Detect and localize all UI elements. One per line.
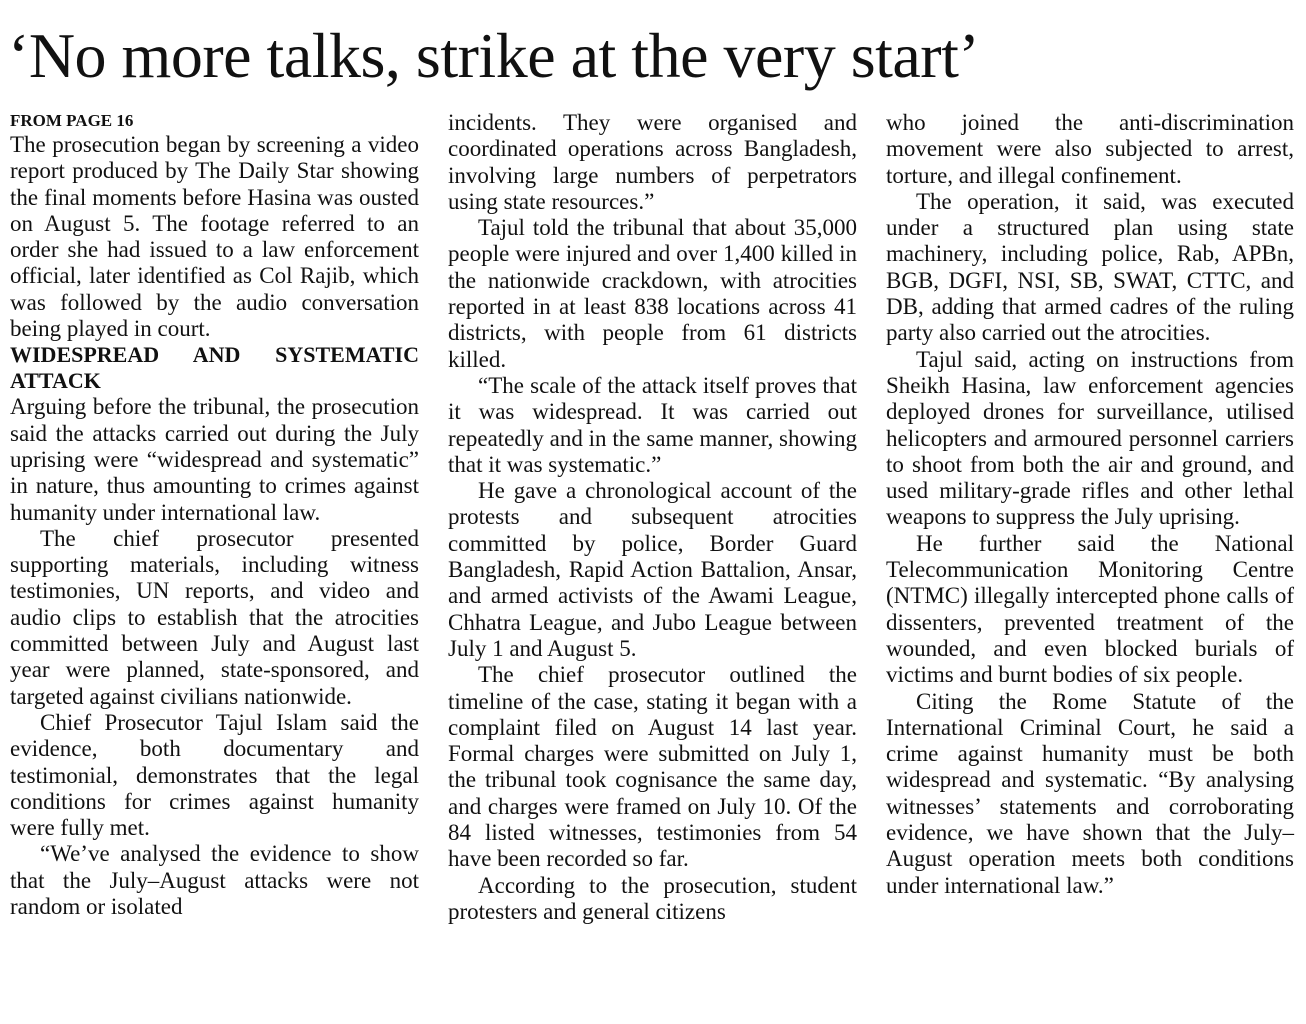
article-column-3 bbox=[886, 110, 1294, 899]
article-column-1 bbox=[10, 110, 419, 920]
article-paragraph: According to the prosecution, student protesters and general citizens bbox=[448, 872, 857, 924]
page-reference: FROM PAGE 16 bbox=[10, 111, 134, 130]
article-paragraph: “We’ve analysed the evidence to show that the July–August attacks were not random or isolated bbox=[10, 841, 419, 920]
article-paragraph: The chief prosecutor presented supporting materials, including witness testimonies, UN reports, and video and audio clips to establish that the atrocities committed between July and August last year were planned, state-sponsored, and targeted against civilians nationwide. bbox=[10, 525, 419, 709]
article-paragraph: Tajul told the tribunal that about 35,000 people were injured and over 1,400 killed in the nationwide crackdown, with atrocities reported in at least 838 locations across 41 districts, with people from 61 districts killed. bbox=[448, 215, 857, 372]
article-paragraph: Arguing before the tribunal, the prosecution said the attacks carried out during the July uprising were “widespread and systematic” in nature, thus amounting to crimes against humanity under international law. bbox=[10, 394, 419, 525]
section-subhead: WIDESPREAD AND SYSTEMATIC ATTACK bbox=[10, 342, 419, 394]
article-paragraph: He further said the National Telecommunication Monitoring Centre (NTMC) illegally intercepted phone calls of dissenters, prevented treatment of the wounded, and even blocked burials of victims and burnt bodies of six people. bbox=[886, 530, 1294, 688]
article-paragraph: The operation, it said, was executed under a structured plan using state machinery, including police, Rab, APBn, BGB, DGFI, NSI, SB, SWAT, CTTC, and DB, adding that armed cadres of the ruling party also carried out the atrocities. bbox=[886, 188, 1294, 346]
article-paragraph: He gave a chronological account of the protests and subsequent atrocities committed by police, Border Guard Bangladesh, Rapid Action Battalion, Ansar, and armed activists of the Awami League, Chhatra League, and Jubo League between July 1 and August 5. bbox=[448, 478, 857, 661]
headline: ‘No more talks, strike at the very start’ bbox=[8, 20, 980, 91]
article-paragraph: incidents. They were organised and coordinated operations across Bangladesh, involving large numbers of perpetrators using state resources.” bbox=[448, 110, 857, 214]
article-paragraph: Chief Prosecutor Tajul Islam said the evidence, both documentary and testimonial, demonstrates that the legal conditions for crimes against humanity were fully met. bbox=[10, 709, 419, 841]
article-paragraph: The chief prosecutor outlined the timeline of the case, stating it began with a complaint filed on August 14 last year. Formal charges were submitted on July 1, the tribunal took cognisance the same day, and charges were framed on July 10. Of the 84 listed witnesses, testimonies from 54 have been recorded so far. bbox=[448, 662, 857, 872]
article-column-2 bbox=[448, 110, 857, 925]
article-paragraph: “The scale of the attack itself proves that it was widespread. It was carried out repeatedly and in the same manner, showing that it was systematic.” bbox=[448, 372, 857, 477]
article-paragraph: who joined the anti-discrimination movement were also subjected to arrest, torture, and illegal confinement. bbox=[886, 110, 1294, 188]
article-paragraph: Tajul said, acting on instructions from Sheikh Hasina, law enforcement agencies deployed drones for surveillance, utilised helicopters and armoured personnel carriers to shoot from both the air and ground, and used military-grade rifles and other lethal weapons to suppress the July uprising. bbox=[886, 346, 1294, 530]
article-paragraph: Citing the Rome Statute of the International Criminal Court, he said a crime against humanity must be both widespread and systematic. “By analysing witnesses’ statements and corroborating evidence, we have shown that the July–August operation meets both conditions under international law.” bbox=[886, 688, 1294, 898]
article-paragraph: The prosecution began by screening a video report produced by The Daily Star showing the final moments before Hasina was ousted on August 5. The footage referred to an order she had issued to a law enforcement official, later identified as Col Rajib, which was followed by the audio conversation being played in court. bbox=[10, 132, 419, 342]
